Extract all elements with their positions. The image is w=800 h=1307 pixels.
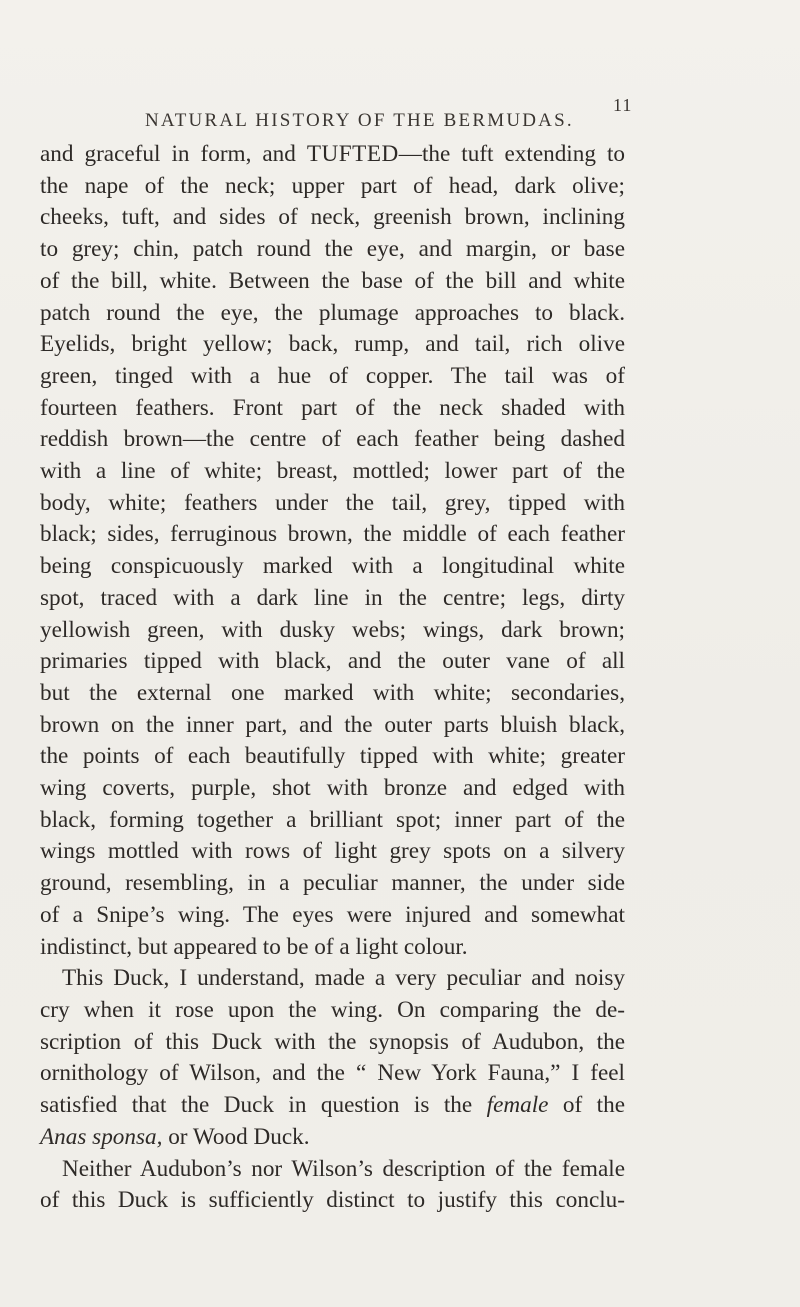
text-line: spot, traced with a dark line in the centre; legs, dirty [40,584,625,611]
body-text [40,139,625,1217]
text-line: being conspicuously marked with a longitudinal white [40,553,625,580]
text-line: to grey; chin, patch round the eye, and margin, or base [40,236,625,263]
text-line: green, tinged with a hue of copper. The tail was of [40,362,625,389]
text-line: body, white; feathers under the tail, grey, tipped with [40,489,625,516]
text-line: Neither Audubon’s nor Wilson’s description of the female [62,1155,625,1182]
text-line: wing coverts, purple, shot with bronze and edged with [40,775,625,802]
text-line: the points of each beautifully tipped with white; greater [40,743,625,770]
page-number: 11 [613,95,633,115]
text-line: the nape of the neck; upper part of head, dark olive; [40,172,625,199]
running-title: NATURAL HISTORY OF THE BERMUDAS. [145,110,574,131]
text-line: satisfied that the Duck in question is the female of the [40,1092,625,1119]
text-line: brown on the inner part, and the outer parts bluish black, [40,711,625,738]
text-line: of the bill, white. Between the base of the bill and white [40,267,625,294]
text-line: wings mottled with rows of light grey spots on a silvery [40,838,625,865]
text-line: Anas sponsa, or Wood Duck. [40,1123,310,1150]
text-line: black; sides, ferruginous brown, the middle of each feather [40,521,625,548]
text-line: primaries tipped with black, and the outer vane of all [40,648,625,675]
text-line: yellowish green, with dusky webs; wings, dark brown; [40,616,625,643]
text-line: Eyelids, bright yellow; back, rump, and tail, rich olive [40,331,625,358]
text-line: This Duck, I understand, made a very peculiar and noisy [62,965,625,992]
text-line: with a line of white; breast, mottled; lower part of the [40,458,625,485]
text-line: cheeks, tuft, and sides of neck, greenish brown, inclining [40,204,625,231]
text-line: scription of this Duck with the synopsis of Audubon, the [40,1028,625,1055]
text-line: reddish brown—the centre of each feather being dashed [40,426,625,453]
text-line: ground, resembling, in a peculiar manner, the under side [40,870,625,897]
text-line: black, forming together a brilliant spot; inner part of the [40,806,625,833]
text-line: of a Snipe’s wing. The eyes were injured and somewhat [40,901,625,928]
text-line: fourteen feathers. Front part of the neck shaded with [40,394,625,421]
text-line: of this Duck is sufficiently distinct to justify this conclu- [40,1187,625,1214]
text-line: but the external one marked with white; secondaries, [40,679,625,706]
text-line: indistinct, but appeared to be of a light colour. [40,933,468,960]
text-line: and graceful in form, and TUFTED—the tuft extending to [40,141,625,167]
text-line: ornithology of Wilson, and the “ New York Fauna,” I feel [40,1060,625,1087]
text-line: cry when it rose upon the wing. On comparing the de- [40,996,625,1023]
text-line: patch round the eye, the plumage approaches to black. [40,299,625,326]
